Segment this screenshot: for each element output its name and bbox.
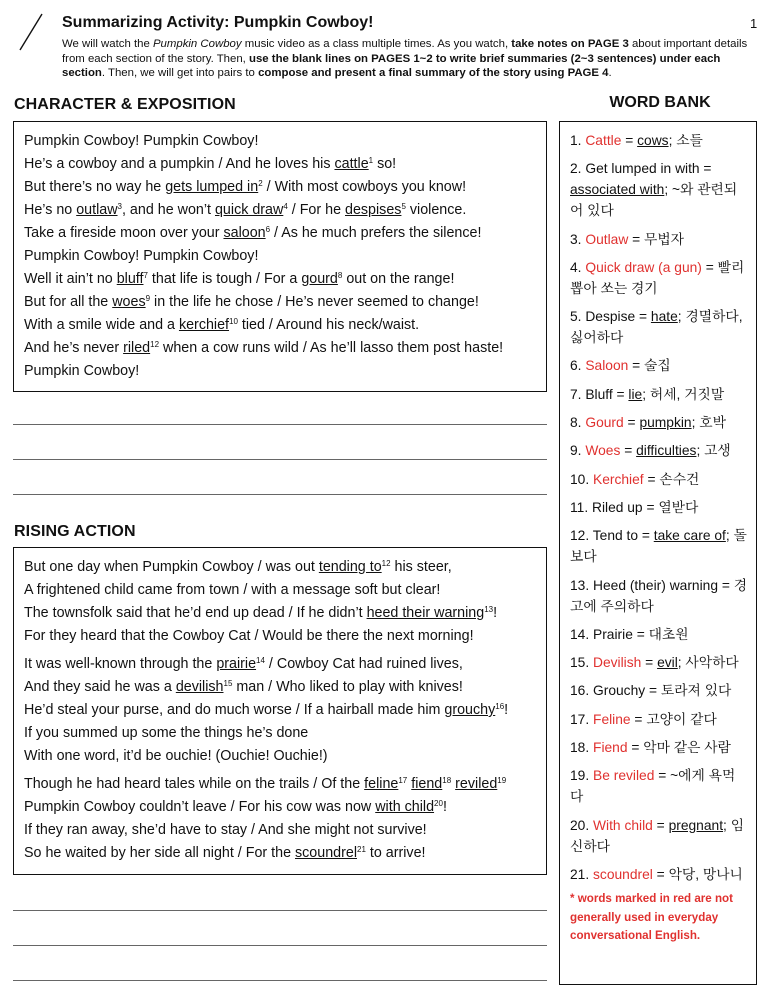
lyric-line: Well it ain’t no bluff$^7$ that life is tough / For a gourd$^8$ out on the range! bbox=[24, 271, 455, 287]
page-number: 1 bbox=[750, 16, 758, 31]
lyric-line: The townsfolk said that he’d end up dead / If he didn’t heed their warning$^{13}$! bbox=[24, 605, 498, 621]
lyric-line: If you summed up some the things he’s done bbox=[24, 725, 309, 741]
lyrics-box-rising-action bbox=[13, 547, 547, 875]
word-bank-item: 6. Saloon = 술집 bbox=[570, 358, 671, 374]
word-bank-item: 2. Get lumped in with = associated with; ~와 관련되어 있다 bbox=[570, 161, 738, 219]
lyric-line: He’s a cowboy and a pumpkin / And he loves his cattle$^1$ so! bbox=[24, 156, 397, 172]
instructions: We will watch the Pumpkin Cowboy music video as a class multiple times. As you watch, take notes on PAGE 3 about important details from each section of the story. Then, use the blank lines on PAGES 1~2 to write brief summaries (2~3 sentences) under each section. Then, we will get into pairs to compose and present a final summary of the story using PAGE 4. bbox=[62, 38, 748, 79]
summary-line-5[interactable] bbox=[13, 945, 547, 946]
lyrics-box-exposition bbox=[13, 121, 547, 392]
section-heading-rising-action: RISING ACTION bbox=[14, 523, 136, 540]
lyric-line: But for all the woes$^9$ in the life he chose / He’s never seemed to change! bbox=[24, 294, 479, 310]
word-bank-item: 14. Prairie = 대초원 bbox=[570, 626, 689, 642]
word-bank-item: 13. Heed (their) warning = 경고에 주의하다 bbox=[570, 577, 748, 614]
word-bank-item: 20. With child = pregnant; 임신하다 bbox=[570, 817, 745, 854]
diagonal-slash-mark bbox=[16, 12, 56, 52]
lyric-line: For they heard that the Cowboy Cat / Would be there the next morning! bbox=[24, 628, 474, 644]
word-bank-item: 18. Fiend = 악마 같은 사람 bbox=[570, 740, 731, 756]
summary-line-6[interactable] bbox=[13, 980, 547, 981]
word-bank-item: 17. Feline = 고양이 같다 bbox=[570, 711, 717, 727]
section-heading-exposition: CHARACTER & EXPOSITION bbox=[14, 96, 236, 113]
lyric-line: Take a fireside moon over your saloon$^6$ / As he much prefers the silence! bbox=[24, 225, 482, 241]
word-bank-item: 1. Cattle = cows; 소들 bbox=[570, 133, 703, 148]
word-bank-item: 15. Devilish = evil; 사악하다 bbox=[570, 655, 739, 671]
lyric-line: Pumpkin Cowboy! bbox=[24, 363, 140, 379]
lyric-line: With one word, it’d be ouchie! (Ouchie! Ouchie!) bbox=[24, 748, 328, 764]
summary-line-2[interactable] bbox=[13, 459, 547, 460]
word-bank-item: 9. Woes = difficulties; 고생 bbox=[570, 443, 731, 459]
word-bank-item: 5. Despise = hate; 경멸하다, 싫어하다 bbox=[570, 309, 743, 346]
lyric-line: But one day when Pumpkin Cowboy / was out tending $to^{12}$ his steer, bbox=[24, 559, 452, 575]
word-bank-item: 8. Gourd = pumpkin; 호박 bbox=[570, 415, 726, 431]
summary-line-4[interactable] bbox=[13, 910, 547, 911]
word-bank-item: 11. Riled up = 열받다 bbox=[570, 499, 699, 515]
word-bank-box bbox=[559, 121, 757, 985]
word-bank-item: 12. Tend to = take care of; 돌보다 bbox=[570, 528, 747, 565]
word-bank-item: 19. Be reviled = ~에게 욕먹다 bbox=[570, 768, 736, 805]
summary-line-3[interactable] bbox=[13, 494, 547, 495]
word-bank-item: 7. Bluff = lie; 허세, 거짓말 bbox=[570, 386, 725, 402]
word-bank-item: 16. Grouchy = 토라져 있다 bbox=[570, 683, 732, 699]
lyric-line: So he waited by her side all night / For the scoundrel$^{21}$ to arrive! bbox=[24, 845, 426, 861]
word-bank-item: 21. scoundrel = 악당, 망나니 bbox=[570, 866, 743, 882]
word-bank-item: 3. Outlaw = 무법자 bbox=[570, 231, 685, 247]
lyric-line: He’s no outlaw$^3$, and he won’t quick draw$^4$ / For he despises$^5$ violence. bbox=[24, 202, 467, 218]
lyric-line: And they said he was a devilish$^{15}$ man / Who liked to play with knives! bbox=[24, 679, 463, 695]
word-bank-title: WORD BANK bbox=[609, 94, 711, 111]
lyric-line: Pumpkin Cowboy couldn’t leave / For his cow was now with child$^{20}$! bbox=[24, 799, 447, 815]
word-bank-item: 4. Quick draw (a gun) = 빨리 뽑아 쏘는 경기 bbox=[570, 259, 745, 296]
lyric-line: He’d steal your purse, and do much worse / If a hairball made him grouchy$^{16}$! bbox=[24, 702, 509, 718]
lyric-line: It was well-known through the prairie$^{14}$ / Cowboy Cat had ruined lives, bbox=[24, 656, 463, 672]
lyric-line: If they ran away, she’d have to stay / And she might not survive! bbox=[24, 822, 427, 838]
lyric-line: Though he had heard tales while on the trails / Of the feline$^{17}$ fiend$^{18}$ reviled$^{19}$ bbox=[24, 776, 507, 792]
lyric-line: But there’s no way he gets lumped $in^2$ / With most cowboys you know! bbox=[24, 179, 467, 195]
page-title: Summarizing Activity: Pumpkin Cowboy! bbox=[62, 14, 374, 31]
lyric-line: A frightened child came from town / with a message soft but clear! bbox=[24, 582, 441, 598]
word-bank-item: 10. Kerchief = 손수건 bbox=[570, 471, 700, 487]
lyric-line: And he’s never riled$^{12}$ when a cow runs wild / As he’ll lasso them post haste! bbox=[24, 340, 504, 356]
word-bank-note: * words marked in red are not generally used in everyday conversational English. bbox=[570, 892, 734, 943]
summary-line-1[interactable] bbox=[13, 424, 547, 425]
lyric-line: Pumpkin Cowboy! Pumpkin Cowboy! bbox=[24, 248, 259, 264]
lyric-line: With a smile wide and a kerchief$^{10}$ tied / Around his neck/waist. bbox=[24, 317, 420, 333]
word-bank-list bbox=[570, 130, 748, 885]
lyric-line: Pumpkin Cowboy! Pumpkin Cowboy! bbox=[24, 133, 259, 149]
